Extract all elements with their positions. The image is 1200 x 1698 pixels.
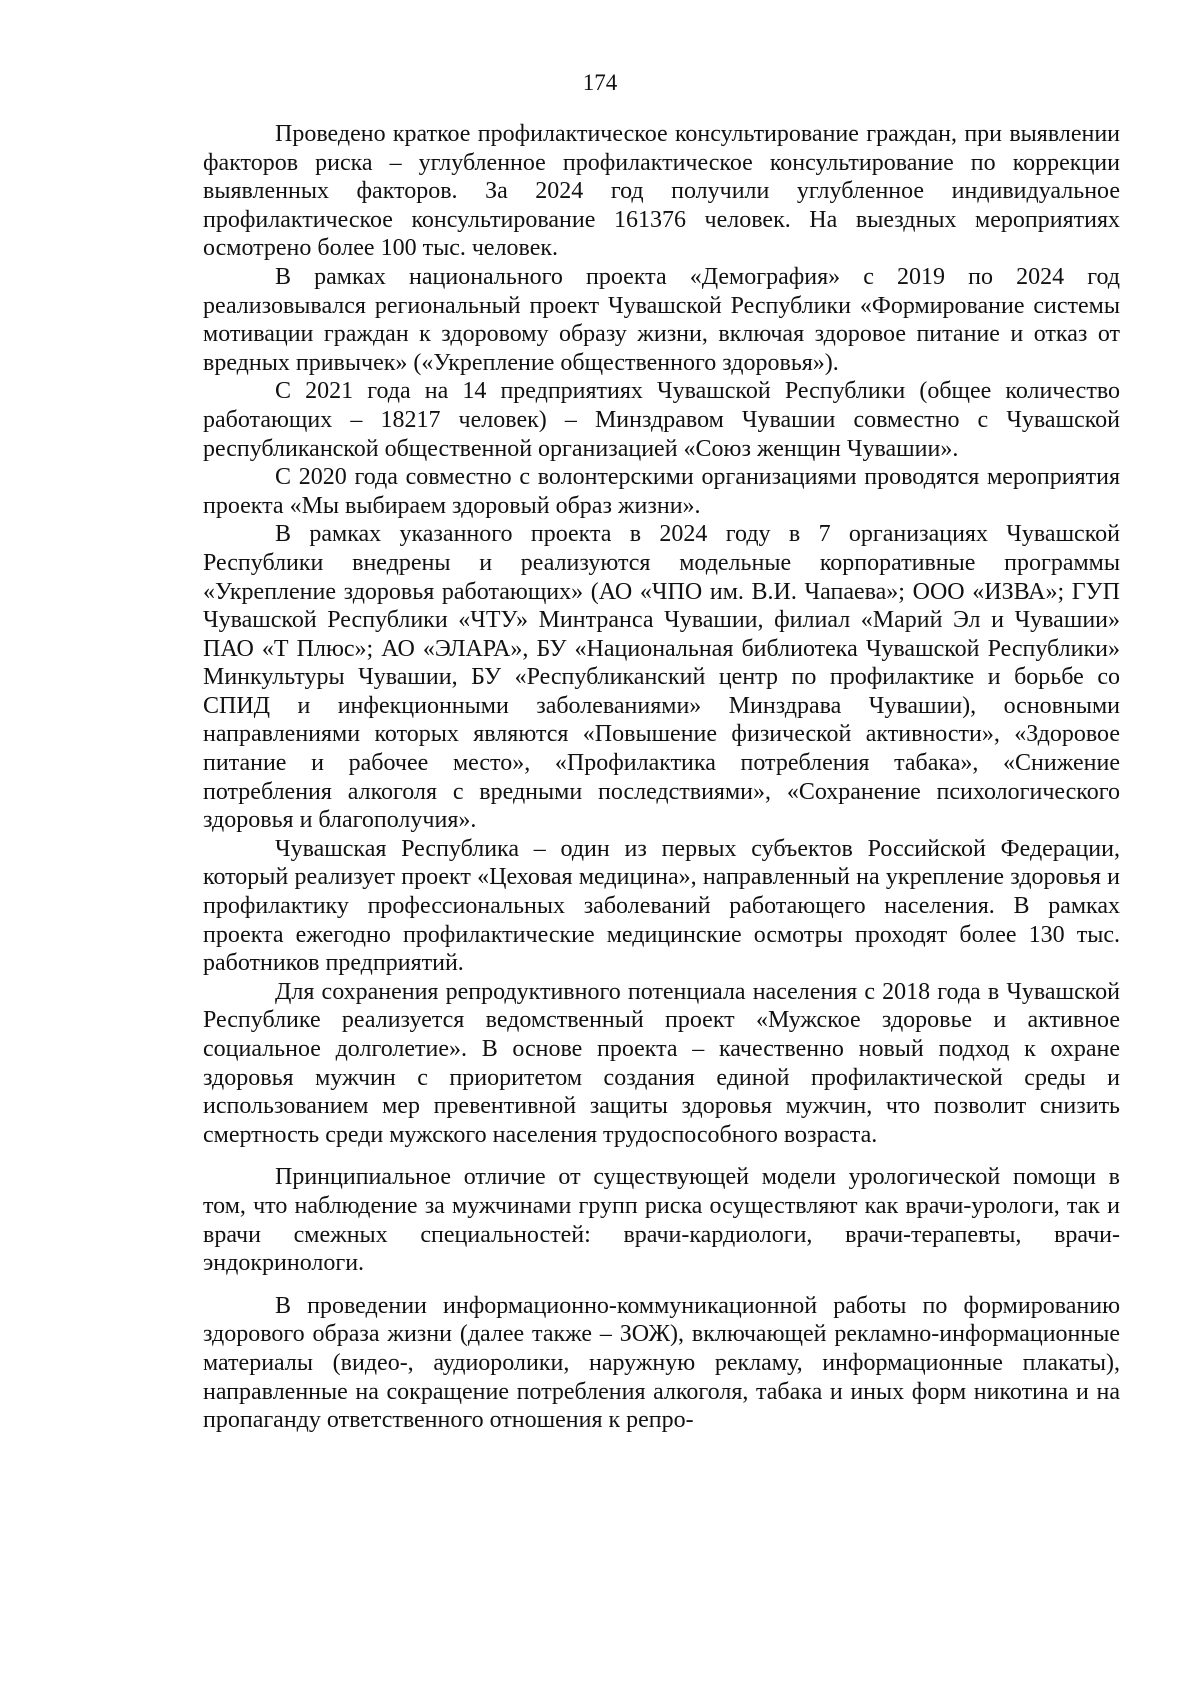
paragraph-consultation: Проведено краткое профилактическое консультирование граждан, при выявлении факторов риска – углубленное профилактическое консультирование по коррекции выявленных факторов. За 2024 год получили углубленное индивидуальное профилактическое консультирование 161376 человек. На выездных мероприятиях осмотрено более 100 тыс. человек. — [203, 121, 1120, 262]
paragraph-demography-project: В рамках национального проекта «Демография» с 2019 по 2024 год реализовывался региональный проект Чувашской Республики «Формирование системы мотивации граждан к здоровому образу жизни, включая здоровое питание и отказ от вредных привычек» («Укрепление общественного здоровья»). — [203, 263, 1120, 376]
paragraph-corporate-programs: В рамках указанного проекта в 2024 году в 7 организациях Чувашской Республики внедрены и реализуются модельные корпоративные программы «Укрепление здоровья работающих» (АО «ЧПО им. В.И. Чапаева»; ООО «ИЗВА»; ГУП Чувашской Республики «ЧТУ» Минтранса Чувашии, филиал «Марий Эл и Чувашии» ПАО «Т Плюс»; АО «ЭЛАРА», БУ «Национальная библиотека Чувашской Республики» Минкультуры Чувашии, БУ «Республиканский центр по профилактике и борьбе со СПИД и инфекционными заболеваниями» Минздрава Чувашии), основными направлениями которых являются «Повышение физической активности», «Здоровое питание и рабочее место», «Профилактика потребления табака», «Снижение потребления алкоголя с вредными последствиями», «Сохранение психологического здоровья и благополучия». — [203, 521, 1120, 834]
document-body — [203, 120, 1120, 1435]
page-number: 174 — [582, 70, 618, 95]
paragraph-urology-model: Принципиальное отличие от существующей модели урологической помощи в том, что наблюдение за мужчинами групп риска осуществляют как врачи-урологи, так и врачи смежных специальностей: врачи-кардиологи, врачи-терапевты, врачи-эндокринологи. — [203, 1164, 1120, 1277]
paragraph-workshop-medicine: Чувашская Республика – один из первых субъектов Российской Федерации, который реализует проект «Цеховая медицина», направленный на укрепление здоровья и профилактику профессиональных заболеваний работающего населения. В рамках проекта ежегодно профилактические медицинские осмотры проходят более 130 тыс. работников предприятий. — [203, 835, 1120, 977]
paragraph-enterprises-2021: С 2021 года на 14 предприятиях Чувашской Республики (общее количество работающих – 18217 человек) – Минздравом Чувашии совместно с Чувашской республиканской общественной организацией «Союз женщин Чувашии». — [203, 378, 1120, 462]
paragraph-mens-health: Для сохранения репродуктивного потенциала населения с 2018 года в Чувашской Республике реализуется ведомственный проект «Мужское здоровье и активное социальное долголетие». В основе проекта – качественно новый подход к охране здоровья мужчин с приоритетом создания единой профилактической среды и использованием мер превентивной защиты здоровья мужчин, что позволит снизить смертность среди мужского населения трудоспособного возраста. — [203, 978, 1120, 1148]
paragraph-volunteer-project: С 2020 года совместно с волонтерскими организациями проводятся мероприятия проекта «Мы выбираем здоровый образ жизни». — [203, 464, 1120, 519]
paragraph-healthy-lifestyle-communication: В проведении информационно-коммуникационной работы по формированию здорового образа жизни (далее также – ЗОЖ), включающей рекламно-информационные материалы (видео-, аудиоролики, наружную рекламу, информационные плакаты), направленные на сокращение потребления алкоголя, табака и иных форм никотина и на пропаганду ответственного отношения к репро- — [203, 1292, 1120, 1434]
